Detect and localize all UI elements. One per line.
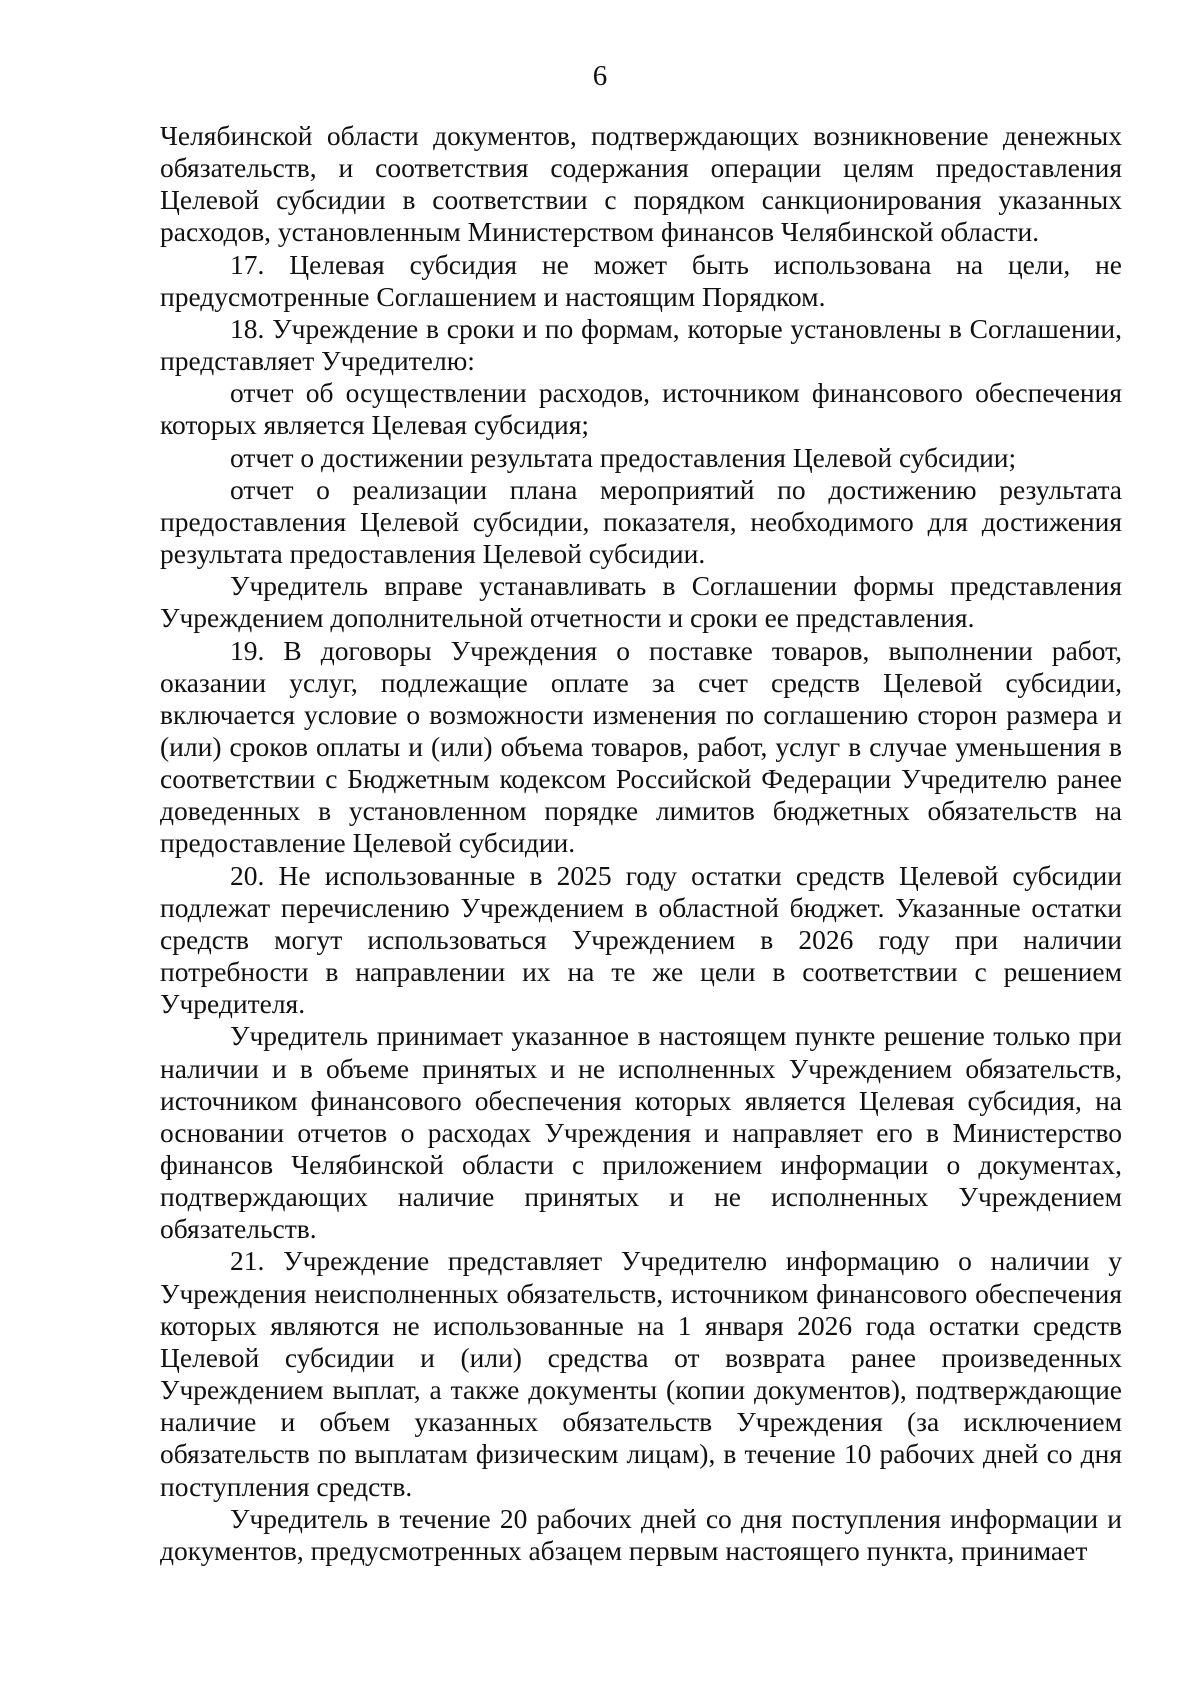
paragraph-item-17: 17. Целевая субсидия не может быть использована на цели, не предусмотренные Соглашением и настоящим Порядком. — [160, 248, 1122, 312]
paragraph-founder-review: Учредитель в течение 20 рабочих дней со дня поступления информации и документов, предусмотренных абзацем первым настоящего пункта, принимает — [160, 1502, 1122, 1566]
paragraph-additional-reporting: Учредитель вправе устанавливать в Соглашении формы представления Учреждением дополнительной отчетности и сроки ее представления. — [160, 570, 1122, 634]
paragraph-item-20: 20. Не использованные в 2025 году остатки средств Целевой субсидии подлежат перечислению Учреждением в областной бюджет. Указанные остатки средств могут использоваться Учреждением в 2026 году при наличии потребности в направлении их на те же цели в соответствии с решением Учредителя. — [160, 859, 1122, 1020]
page-number: 6 — [592, 60, 608, 92]
paragraph-continuation: Челябинской области документов, подтверждающих возникновение денежных обязательств, и соответствия содержания операции целям предоставления Целевой субсидии в соответствии с порядком санкционирования указанных расходов, установленным Министерством финансов Челябинской области. — [160, 120, 1122, 248]
document-body — [160, 120, 1122, 1567]
paragraph-report-plan: отчет о реализации плана мероприятий по достижению результата предоставления Целевой субсидии, показателя, необходимого для достижения результата предоставления Целевой субсидии. — [160, 473, 1122, 570]
paragraph-founder-decision: Учредитель принимает указанное в настоящем пункте решение только при наличии и в объеме принятых и не исполненных Учреждением обязательств, источником финансового обеспечения которых является Целевая субсидия, на основании отчетов о расходах Учреждения и направляет его в Министерство финансов Челябинской области с приложением информации о документах, подтверждающих наличие принятых и не исполненных Учреждением обязательств. — [160, 1020, 1122, 1245]
paragraph-report-expenses: отчет об осуществлении расходов, источником финансового обеспечения которых является Целевая субсидия; — [160, 377, 1122, 441]
paragraph-item-18: 18. Учреждение в сроки и по формам, которые установлены в Соглашении, представляет Учредителю: — [160, 312, 1122, 377]
paragraph-item-19: 19. В договоры Учреждения о поставке товаров, выполнении работ, оказании услуг, подлежащие оплате за счет средств Целевой субсидии, включается условие о возможности изменения по соглашению сторон размера и (или) сроков оплаты и (или) объема товаров, работ, услуг в случае уменьшения в соответствии с Бюджетным кодексом Российской Федерации Учредителю ранее доведенных в установленном порядке лимитов бюджетных обязательств на предоставление Целевой субсидии. — [160, 634, 1122, 859]
paragraph-report-result: отчет о достижении результата предоставления Целевой субсидии; — [230, 441, 1017, 473]
paragraph-item-21: 21. Учреждение представляет Учредителю информацию о наличии у Учреждения неисполненных обязательств, источником финансового обеспечения которых являются не использованные на 1 января 2026 года остатки средств Целевой субсидии и (или) средства от возврата ранее произведенных Учреждением выплат, а также документы (копии документов), подтверждающие наличие и объем указанных обязательств Учреждения (за исключением обязательств по выплатам физическим лицам), в течение 10 рабочих дней со дня поступления средств. — [160, 1245, 1122, 1502]
